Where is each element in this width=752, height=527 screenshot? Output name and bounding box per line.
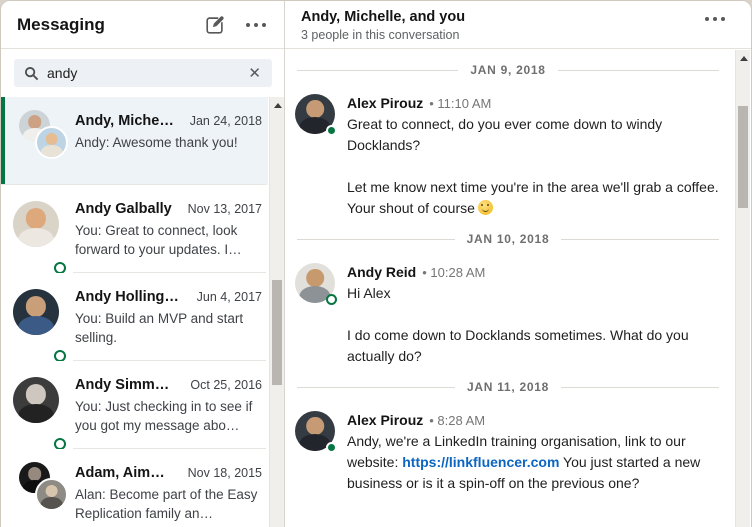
conversation-date: Nov 18, 2015 bbox=[187, 466, 262, 480]
message-text-span: Let me know next time you're in the area we'll grab a coffee. Your shout of course bbox=[347, 179, 719, 216]
message-text-span: Andy, we're a LinkedIn training organisation, link to our website: bbox=[347, 433, 686, 470]
message-time: • 8:28 AM bbox=[429, 413, 486, 428]
online-ring-icon bbox=[326, 294, 337, 305]
thread-scrollbar[interactable] bbox=[735, 50, 750, 527]
search-row bbox=[1, 49, 284, 97]
conversation-text bbox=[75, 462, 262, 527]
search-box[interactable] bbox=[14, 59, 272, 87]
avatar bbox=[13, 377, 59, 423]
conversation-preview: You: Just checking in to see if you got my message abo… bbox=[75, 399, 253, 433]
online-dot-icon bbox=[326, 125, 337, 136]
search-input[interactable] bbox=[47, 65, 247, 81]
conversation-preview: You: Build an MVP and start selling. bbox=[75, 311, 244, 345]
conversation-subtitle: 3 people in this conversation bbox=[301, 28, 460, 42]
message-time: • 11:10 AM bbox=[429, 96, 492, 111]
message-content bbox=[347, 94, 721, 219]
conversation-panel bbox=[285, 1, 751, 527]
date-label: JAN 11, 2018 bbox=[466, 380, 550, 394]
date-divider bbox=[297, 232, 719, 246]
sender-name[interactable]: Andy Reid bbox=[347, 264, 417, 280]
date-label: JAN 9, 2018 bbox=[470, 63, 546, 77]
message-text: I do come down to Docklands sometimes. What do you actually do? bbox=[347, 327, 689, 364]
message-avatar-wrap bbox=[295, 94, 335, 136]
message-andy-reid-jan10 bbox=[295, 263, 721, 367]
sidebar-header bbox=[1, 1, 284, 49]
conversation-text bbox=[75, 198, 262, 273]
conversation-date: Oct 25, 2016 bbox=[190, 378, 262, 392]
conversation-item-andy-simm[interactable] bbox=[1, 361, 268, 449]
conversation-list bbox=[1, 97, 284, 527]
compose-message-button[interactable] bbox=[202, 12, 228, 38]
more-horizontal-icon bbox=[246, 23, 266, 27]
message-text bbox=[347, 177, 721, 219]
clear-search-button[interactable]: ✕ bbox=[248, 65, 261, 82]
conversation-preview: You: Great to connect, look forward to your updates. I… bbox=[75, 223, 242, 257]
more-horizontal-icon bbox=[705, 17, 725, 21]
messaging-sidebar bbox=[1, 1, 285, 527]
conversation-avatars bbox=[13, 462, 75, 527]
conversation-overflow-button[interactable] bbox=[687, 15, 727, 23]
conversation-avatars bbox=[13, 110, 75, 185]
sidebar-overflow-button[interactable] bbox=[228, 21, 268, 29]
message-content bbox=[347, 411, 721, 494]
conversation-avatars bbox=[13, 198, 75, 273]
avatar-woman bbox=[35, 478, 68, 511]
conversation-name: Adam, Aim… bbox=[75, 465, 165, 481]
message-avatar-wrap bbox=[295, 263, 335, 305]
conversation-text bbox=[75, 374, 262, 449]
message-content bbox=[347, 263, 721, 367]
avatar-woman bbox=[35, 126, 68, 159]
conversation-list-scrollbar[interactable] bbox=[269, 97, 284, 527]
message-avatar-wrap bbox=[295, 411, 335, 453]
conversation-name: Andy Galbally bbox=[75, 201, 172, 217]
date-label: JAN 10, 2018 bbox=[466, 232, 550, 246]
conversation-date: Jun 4, 2017 bbox=[196, 290, 262, 304]
wink-emoji-icon bbox=[478, 200, 493, 215]
message-alex-jan11 bbox=[295, 411, 721, 494]
conversation-item-andy-galbally[interactable] bbox=[1, 185, 268, 273]
scroll-up-arrow[interactable] bbox=[736, 50, 751, 66]
conversation-preview: Andy: Awesome thank you! bbox=[75, 135, 238, 150]
compose-icon bbox=[204, 14, 226, 36]
date-divider bbox=[297, 380, 719, 394]
message-text-span: You just started a new business or is it a spin-off on the previous one? bbox=[347, 454, 701, 491]
message-text: Hi Alex bbox=[347, 285, 391, 301]
sender-name[interactable]: Alex Pirouz bbox=[347, 95, 424, 111]
conversation-title: Andy, Michelle, and you bbox=[301, 9, 466, 25]
conversation-item-adam-aim[interactable] bbox=[1, 449, 268, 527]
conversation-text bbox=[75, 286, 262, 361]
online-dot-icon bbox=[326, 442, 337, 453]
message-text: Great to connect, do you ever come down to windy Docklands? bbox=[347, 116, 663, 153]
conversation-date: Jan 24, 2018 bbox=[189, 114, 262, 128]
conversation-avatars bbox=[13, 286, 75, 361]
conversation-name: Andy Holling… bbox=[75, 289, 179, 305]
message-thread bbox=[285, 50, 735, 527]
linkfluencer-link[interactable]: https://linkfluencer.com bbox=[402, 454, 560, 470]
search-icon bbox=[24, 66, 39, 81]
avatar bbox=[13, 201, 59, 247]
conversation-date: Nov 13, 2017 bbox=[187, 202, 262, 216]
conversation-header bbox=[285, 1, 751, 49]
scrollbar-thumb[interactable] bbox=[738, 106, 748, 208]
scrollbar-thumb[interactable] bbox=[272, 280, 282, 385]
conversation-text bbox=[75, 110, 262, 185]
avatar bbox=[13, 289, 59, 335]
message-alex-jan9 bbox=[295, 94, 721, 219]
conversation-preview: Alan: Become part of the Easy Replication family an… bbox=[75, 487, 258, 521]
message-time: • 10:28 AM bbox=[422, 265, 486, 280]
message-text bbox=[347, 431, 721, 494]
sender-name[interactable]: Alex Pirouz bbox=[347, 412, 424, 428]
conversation-name: Andy Simm… bbox=[75, 377, 170, 393]
conversation-name: Andy, Miche… bbox=[75, 113, 174, 129]
conversation-item-andy-holling[interactable] bbox=[1, 273, 268, 361]
conversation-avatars bbox=[13, 374, 75, 449]
page-title: Messaging bbox=[17, 14, 105, 34]
date-divider bbox=[297, 63, 719, 77]
scroll-up-arrow[interactable] bbox=[270, 97, 284, 113]
conversation-item-andy-michelle[interactable] bbox=[1, 97, 268, 185]
